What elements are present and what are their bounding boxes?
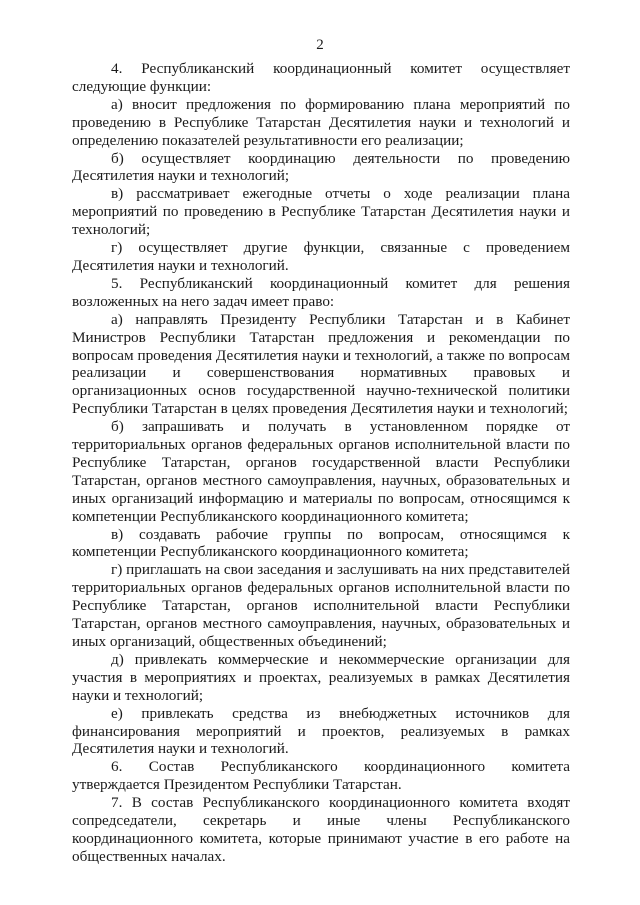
paragraph-5e: е) привлекать средства из внебюджетных источников для финансирования мероприятий и проектов, реализуемых в рамках Десятилетия науки и технологий. [72, 704, 570, 758]
paragraph-5d: д) привлекать коммерческие и некоммерческие организации для участия в мероприятиях и проектах, реализуемых в рамках Десятилетия науки и технологий; [72, 650, 570, 704]
page-number: 2 [316, 37, 324, 53]
paragraph-4g: г) осуществляет другие функции, связанные с проведением Десятилетия науки и технологий. [72, 239, 570, 274]
document-body [72, 60, 570, 866]
paragraph-5-rights: 5. Республиканский координационный комитет для решения возложенных на него задач имеет право: [72, 274, 570, 310]
paragraph-4-functions: 4. Республиканский координационный комитет осуществляет следующие функции: [72, 60, 570, 95]
paragraph-4a: а) вносит предложения по формированию плана мероприятий по проведению в Республике Татарстан Десятилетия науки и технологий и определению показателей результативности его реализации; [72, 95, 570, 149]
paragraph-5a: а) направлять Президенту Республики Татарстан и в Кабинет Министров Республики Татарстан предложения и рекомендации по вопросам проведения Десятилетия науки и технологий, а также по вопросам реализации и совершенствования нормативных правовых и организационных основ государственной научно-технической политики Республики Татарстан в целях проведения Десятилетия науки и технологий; [72, 310, 570, 418]
paragraph-5b: б) запрашивать и получать в установленном порядке от территориальных органов федеральных органов исполнительной власти по Республике Татарстан, органов государственной власти Республики Татарстан, органов местного самоуправления, научных, образовательных и иных организаций информацию и материалы по вопросам, относящимся к компетенции Республиканского координационного комитета; [72, 418, 570, 525]
paragraph-4b: б) осуществляет координацию деятельности по проведению Десятилетия науки и технологий; [72, 149, 570, 185]
paragraph-6-composition: 6. Состав Республиканского координационного комитета утверждается Президентом Республики Татарстан. [72, 758, 570, 794]
paragraph-5v: в) создавать рабочие группы по вопросам, относящимся к компетенции Республиканского координационного комитета; [72, 525, 570, 561]
paragraph-5g: г) приглашать на свои заседания и заслушивать на них представителей территориальных органов федеральных органов исполнительной власти по Республике Татарстан, органов исполнительной власти Республики Татарстан, органов местного самоуправления, научных, образовательных и иных организаций, общественных объединений; [72, 561, 570, 650]
paragraph-7-members: 7. В состав Республиканского координационного комитета входят сопредседатели, секретарь и иные члены Республиканского координационного комитета, которые принимают участие в его работе на общественных началах. [72, 794, 570, 865]
paragraph-4v: в) рассматривает ежегодные отчеты о ходе реализации плана мероприятий по проведению в Республике Татарстан Десятилетия науки и технологий; [72, 185, 570, 239]
